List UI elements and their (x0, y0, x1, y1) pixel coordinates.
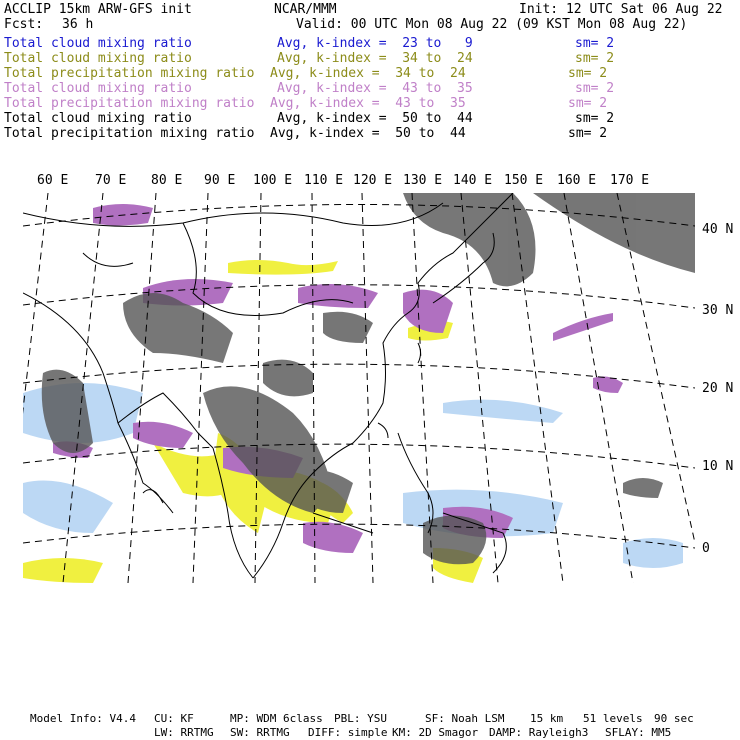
field-avg-2: Avg, k-index = 34 to 24 (277, 51, 473, 66)
lon-label-160e: 160 E (557, 173, 597, 188)
field-name-5: Total precipitation mixing ratio (4, 96, 255, 111)
valid-time: Valid: 00 UTC Mon 08 Aug 22 (09 KST Mon 08 Aug 22) (296, 17, 688, 32)
lon-label-140e: 140 E (453, 173, 493, 188)
field-avg-1: Avg, k-index = 23 to 9 (277, 36, 473, 51)
field-sm-5: sm= 2 (568, 96, 608, 111)
field-avg-6: Avg, k-index = 50 to 44 (277, 111, 473, 126)
field-sm-6: sm= 2 (575, 111, 615, 126)
fcst-value: 36 h (62, 17, 94, 32)
field-name-1: Total cloud mixing ratio (4, 36, 192, 51)
field-avg-7: Avg, k-index = 50 to 44 (270, 126, 466, 141)
footer-km: KM: 2D Smagor (392, 726, 479, 739)
lon-label-70e: 70 E (95, 173, 127, 188)
lat-label-30n: 30 N (702, 303, 734, 318)
footer-lw: LW: RRTMG (154, 726, 214, 739)
lon-label-170e: 170 E (610, 173, 650, 188)
init-time: Init: 12 UTC Sat 06 Aug 22 (519, 2, 723, 17)
fcst-label: Fcst: (4, 17, 44, 32)
field-sm-3: sm= 2 (568, 66, 608, 81)
footer-sf: SF: Noah LSM (425, 712, 505, 725)
footer-sw: SW: RRTMG (230, 726, 290, 739)
lat-label-40n: 40 N (702, 222, 734, 237)
lon-label-150e: 150 E (504, 173, 544, 188)
field-sm-4: sm= 2 (575, 81, 615, 96)
footer-timestep: 90 sec (654, 712, 694, 725)
chart-title: ACCLIP 15km ARW-GFS init (4, 2, 192, 17)
cloud-map (23, 193, 695, 583)
footer-model-info: Model Info: V4.4 (30, 712, 136, 725)
field-sm-1: sm= 2 (575, 36, 615, 51)
lat-label-20n: 20 N (702, 381, 734, 396)
field-sm-7: sm= 2 (568, 126, 608, 141)
field-name-3: Total precipitation mixing ratio (4, 66, 255, 81)
field-name-7: Total precipitation mixing ratio (4, 126, 255, 141)
lon-label-130e: 130 E (403, 173, 443, 188)
field-name-4: Total cloud mixing ratio (4, 81, 192, 96)
footer-pbl: PBL: YSU (334, 712, 387, 725)
lat-label-10n: 10 N (702, 459, 734, 474)
lat-label-0: 0 (702, 541, 710, 556)
field-name-2: Total cloud mixing ratio (4, 51, 192, 66)
lon-label-110e: 110 E (304, 173, 344, 188)
footer-resolution: 15 km (530, 712, 564, 725)
footer-damp: DAMP: Rayleigh3 (489, 726, 589, 739)
lon-label-120e: 120 E (353, 173, 393, 188)
field-sm-2: sm= 2 (575, 51, 615, 66)
lon-label-90e: 90 E (204, 173, 236, 188)
field-avg-5: Avg, k-index = 43 to 35 (270, 96, 466, 111)
field-name-6: Total cloud mixing ratio (4, 111, 192, 126)
lon-label-80e: 80 E (151, 173, 183, 188)
footer-diff: DIFF: simple (308, 726, 388, 739)
lon-label-60e: 60 E (37, 173, 69, 188)
field-avg-4: Avg, k-index = 43 to 35 (277, 81, 473, 96)
footer-cu: CU: KF (154, 712, 194, 725)
footer-mp: MP: WDM 6class (230, 712, 323, 725)
field-avg-3: Avg, k-index = 34 to 24 (270, 66, 466, 81)
org-label: NCAR/MMM (274, 2, 337, 17)
footer-levels: 51 levels (583, 712, 643, 725)
footer-sflay: SFLAY: MM5 (605, 726, 672, 739)
lon-label-100e: 100 E (253, 173, 293, 188)
